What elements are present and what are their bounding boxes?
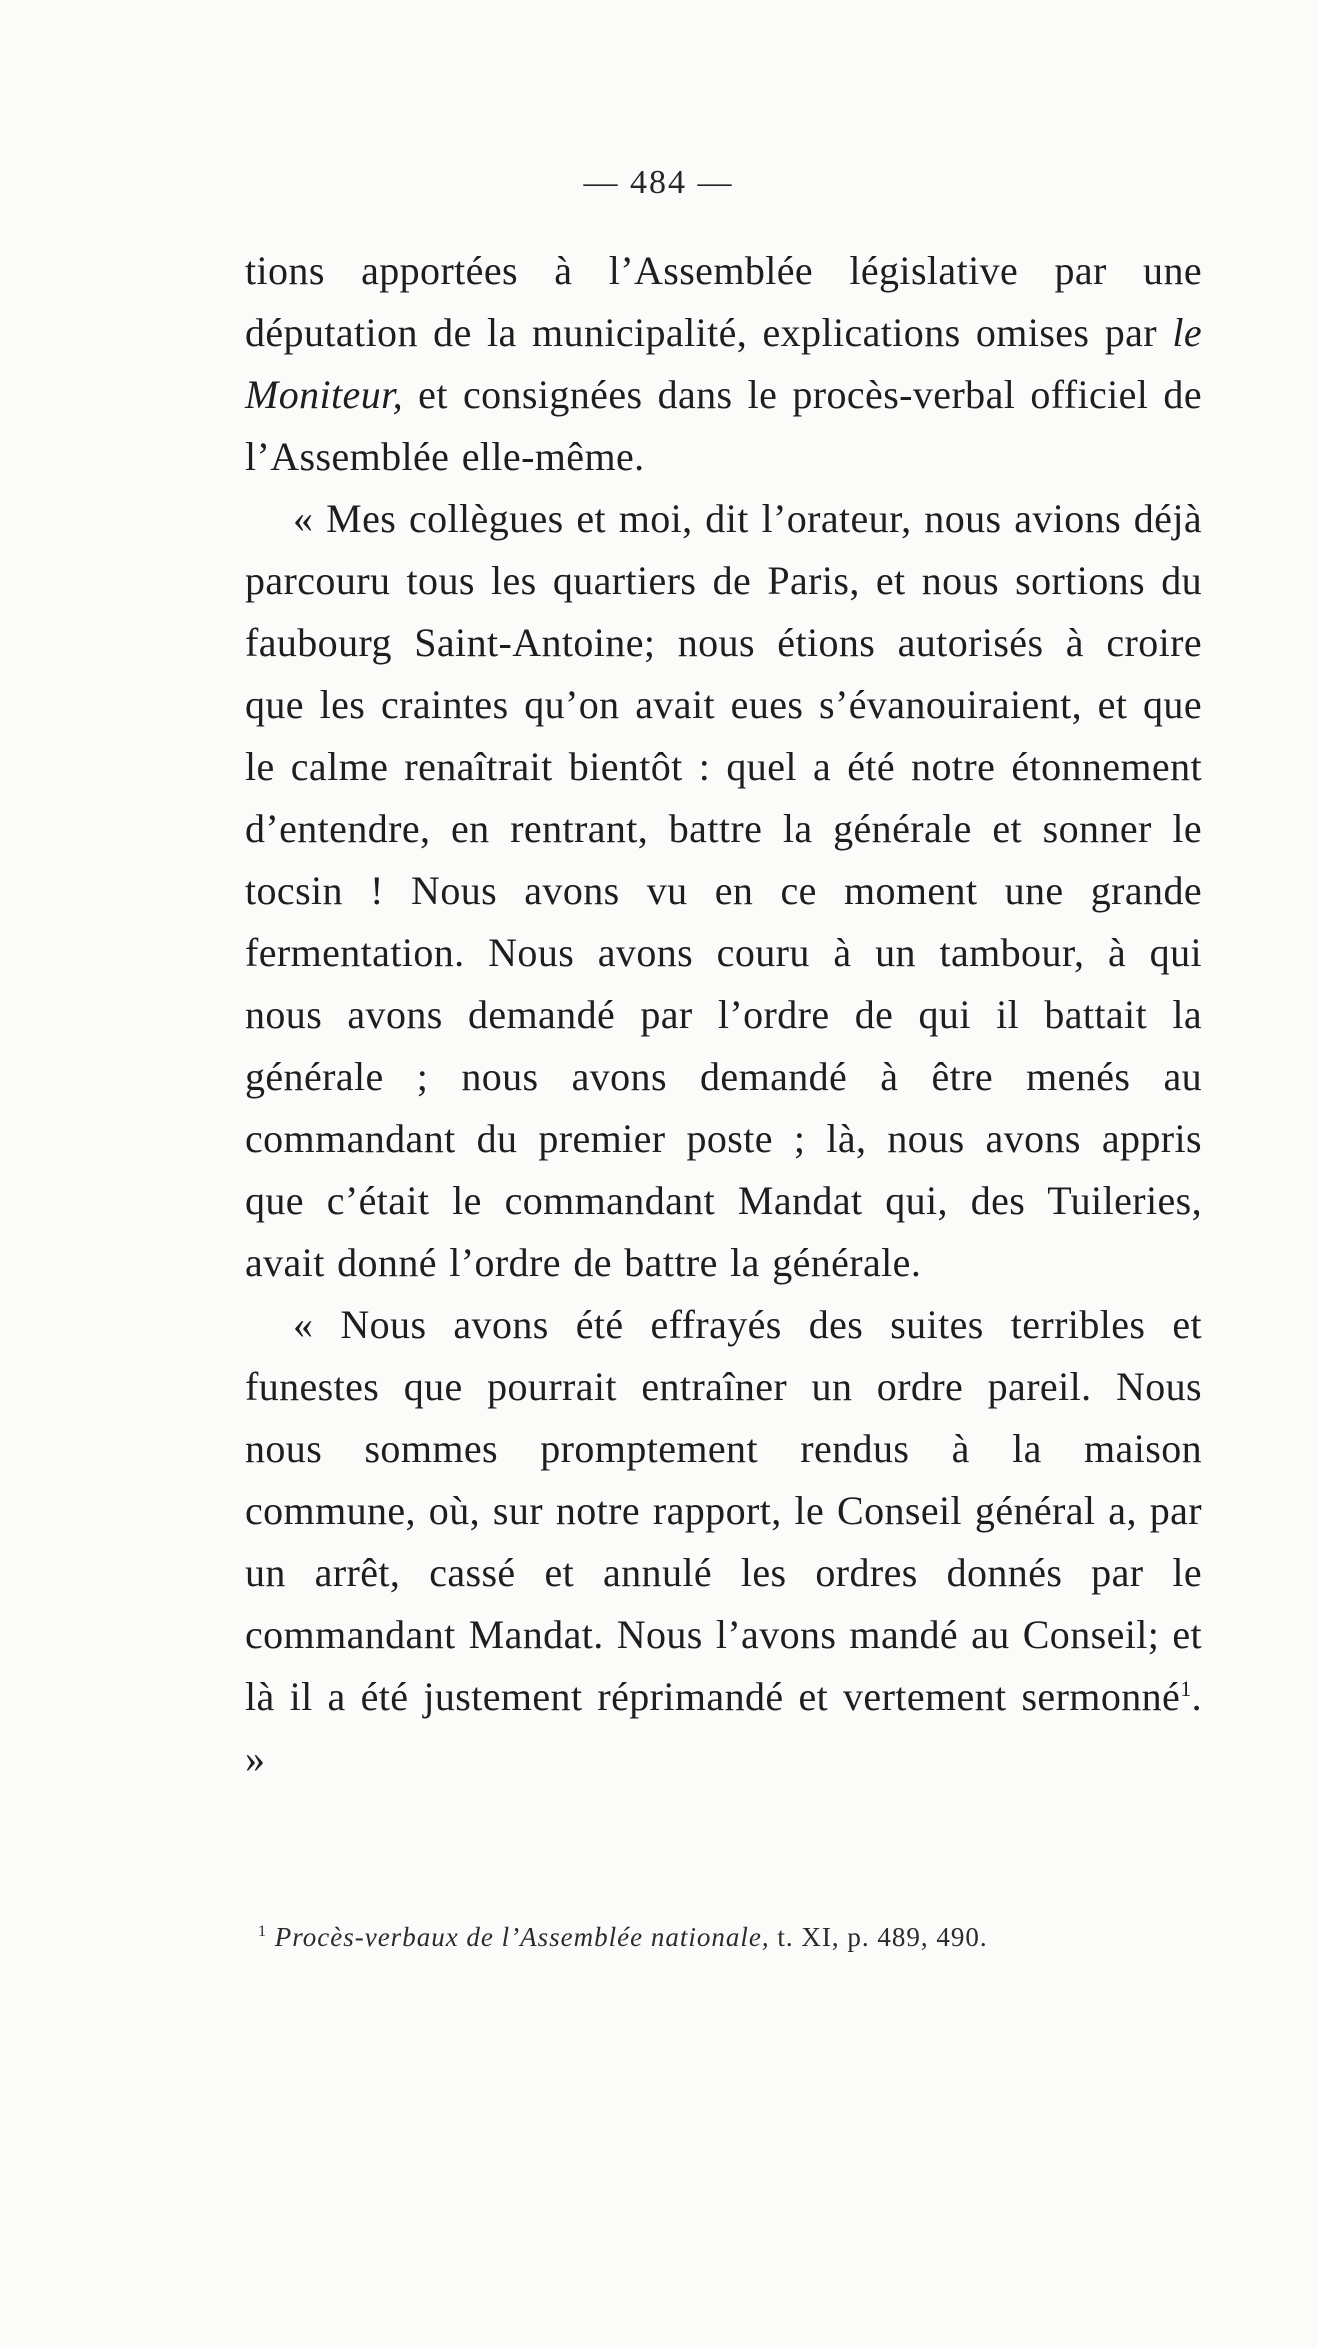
footnote-citation: t. XI, p. 489, 490.	[769, 1922, 988, 1952]
footnote-reference: 1	[1180, 1676, 1192, 1701]
footnote-mark: 1	[258, 1923, 267, 1940]
page-number: — 484 —	[583, 164, 734, 201]
body-text	[245, 240, 1202, 1790]
paragraph-text: « Mes collègues et moi, dit l’orateur, nous avions déjà parcouru tous les quartiers de Paris, et nous sortions du faubourg Saint-Antoine; nous étions autorisés à croire que les craintes qu’on avait eues s’évanouiraient, et que le calme renaîtrait bientôt : quel a été notre étonnement d’entendre, en rentrant, battre la générale et sonner le tocsin ! Nous avons vu en ce moment une grande fermentation. Nous avons couru à un tambour, à qui nous avons demandé par l’ordre de qui il battait la générale ; nous avons demandé à être menés au commandant du premier poste ; là, nous avons appris que c’était le commandant Mandat qui, des Tuileries, avait donné l’ordre de battre la générale.	[245, 496, 1202, 1285]
paragraph-text: tions apportées à l’Assemblée législative par une députation de la municipalité, explications omises par	[245, 248, 1202, 355]
footnote	[258, 1922, 1218, 1953]
footnote-source-title: Procès-verbaux de l’Assemblée nationale,	[274, 1922, 770, 1952]
journal-title-moniteur: le Moniteur,	[245, 310, 1202, 417]
paragraph-quote-1	[245, 488, 1202, 1294]
paragraph-continuation	[245, 240, 1202, 488]
paragraph-text: et consignées dans le procès-verbal officiel de l’Assemblée elle-même.	[245, 372, 1202, 479]
paragraph-quote-2	[245, 1294, 1202, 1790]
quote-closing: . »	[245, 1674, 1202, 1781]
paragraph-text: « Nous avons été effrayés des suites terribles et funestes que pourrait entraîner un ordre pareil. Nous nous sommes promptement rendus à la maison commune, où, sur notre rapport, le Conseil général a, par un arrêt, cassé et annulé les ordres donnés par le commandant Mandat. Nous l’avons mandé au Conseil; et là il a été justement réprimandé et vertement sermonné	[245, 1302, 1202, 1719]
